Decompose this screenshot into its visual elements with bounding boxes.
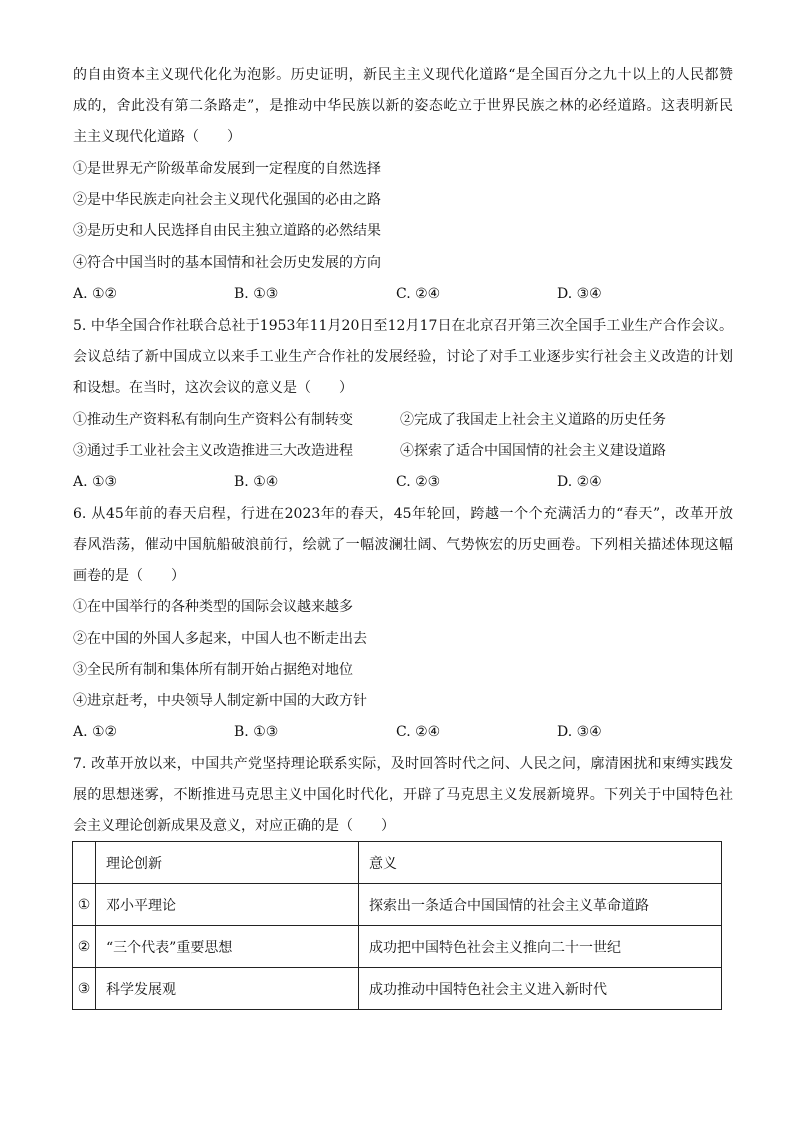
table-cell: ① (73, 884, 96, 926)
option-a[interactable]: A. ①② (73, 724, 118, 740)
q5-item-4: ④探索了适合中国国情的社会主义建设道路 (400, 443, 666, 459)
table-cell: 成功把中国特色社会主义推向二十一世纪 (359, 926, 722, 968)
table-cell: 探索出一条适合中国国情的社会主义革命道路 (359, 884, 722, 926)
table-header-cell: 理论创新 (96, 842, 359, 884)
table-row (73, 926, 722, 968)
table-cell: ③ (73, 968, 96, 1010)
table-row (73, 968, 722, 1010)
q6-item-4: ④进京赶考，中央领导人制定新中国的大政方针 (73, 693, 367, 709)
option-b[interactable]: B. ①③ (234, 724, 279, 740)
table-header-cell: 意义 (359, 842, 722, 884)
option-c[interactable]: C. ②④ (396, 724, 441, 740)
option-c[interactable]: C. ②④ (396, 286, 441, 302)
table-cell: 成功推动中国特色社会主义进入新时代 (359, 968, 722, 1010)
q5-item-3: ③通过手工业社会主义改造推进三大改造进程 (73, 443, 353, 459)
option-d[interactable]: D. ③④ (557, 286, 602, 302)
q6-options (73, 723, 733, 741)
q6-stem-line-2: 春风浩荡，催动中国航船破浪前行，绘就了一幅波澜壮阔、气势恢宏的历史画卷。下列相关描述体现这幅 (73, 537, 733, 553)
table-header-cell (73, 842, 96, 884)
q6-item-3: ③全民所有制和集体所有制开始占据绝对地位 (73, 662, 353, 678)
option-b[interactable]: B. ①④ (234, 474, 279, 490)
q5-stem-line-1: 5. 中华全国合作社联合总社于1953年11月20日至12月17日在北京召开第三次全国手工业生产合作会议。 (73, 318, 733, 334)
option-a[interactable]: A. ①② (73, 286, 118, 302)
table-header-row (73, 842, 722, 884)
option-d[interactable]: D. ③④ (557, 724, 602, 740)
q6-item-1: ①在中国举行的各种类型的国际会议越来越多 (73, 599, 353, 615)
q5-item-2: ②完成了我国走上社会主义道路的历史任务 (400, 412, 666, 428)
q5-stem-line-3: 和设想。在当时，这次会议的意义是（ ） (73, 380, 353, 396)
q7-stem-line-3: 会主义理论创新成果及意义，对应正确的是（ ） (73, 818, 395, 834)
q5-stem-line-2: 会议总结了新中国成立以来手工业生产合作社的发展经验，讨论了对手工业逐步实行社会主义改造的计划 (73, 349, 733, 365)
table-cell: ② (73, 926, 96, 968)
q6-stem-line-3: 画卷的是（ ） (73, 568, 185, 584)
intro-line-1: 的自由资本主义现代化化为泡影。历史证明，新民主主义现代化道路“是全国百分之九十以上的人民都赞 (73, 67, 733, 83)
intro-item-3: ③是历史和人民选择自由民主独立道路的必然结果 (73, 223, 381, 239)
option-b[interactable]: B. ①③ (234, 286, 279, 302)
q5-items-row-1 (73, 411, 733, 429)
q5-options (73, 473, 733, 491)
q6-stem-line-1: 6. 从45年前的春天启程，行进在2023年的春天，45年轮回，跨越一个个充满活力的“春天”，改革开放 (73, 506, 733, 522)
q7-table (72, 841, 722, 1010)
intro-item-4: ④符合中国当时的基本国情和社会历史发展的方向 (73, 255, 381, 271)
q5-items-row-2 (73, 442, 733, 460)
intro-options (73, 285, 733, 303)
q7-stem-line-2: 展的思想迷雾，不断推进马克思主义中国化时代化，开辟了马克思主义发展新境界。下列关于中国特色社 (73, 787, 733, 803)
option-c[interactable]: C. ②③ (396, 474, 441, 490)
intro-line-2: 成的，舍此没有第二条路走”，是推动中华民族以新的姿态屹立于世界民族之林的必经道路。这表明新民 (73, 98, 733, 114)
table-cell: “三个代表”重要思想 (96, 926, 359, 968)
option-a[interactable]: A. ①③ (73, 474, 118, 490)
q5-item-1: ①推动生产资料私有制向生产资料公有制转变 (73, 412, 353, 428)
intro-item-2: ②是中华民族走向社会主义现代化强国的必由之路 (73, 192, 381, 208)
option-d[interactable]: D. ②④ (557, 474, 602, 490)
intro-item-1: ①是世界无产阶级革命发展到一定程度的自然选择 (73, 161, 381, 177)
table-cell: 科学发展观 (96, 968, 359, 1010)
q7-stem-line-1: 7. 改革开放以来，中国共产党坚持理论联系实际，及时回答时代之问、人民之问，廓清困扰和束缚实践发 (73, 756, 733, 772)
q6-item-2: ②在中国的外国人多起来，中国人也不断走出去 (73, 631, 367, 647)
intro-line-3: 主主义现代化道路（ ） (73, 129, 241, 145)
table-cell: 邓小平理论 (96, 884, 359, 926)
table-row (73, 884, 722, 926)
